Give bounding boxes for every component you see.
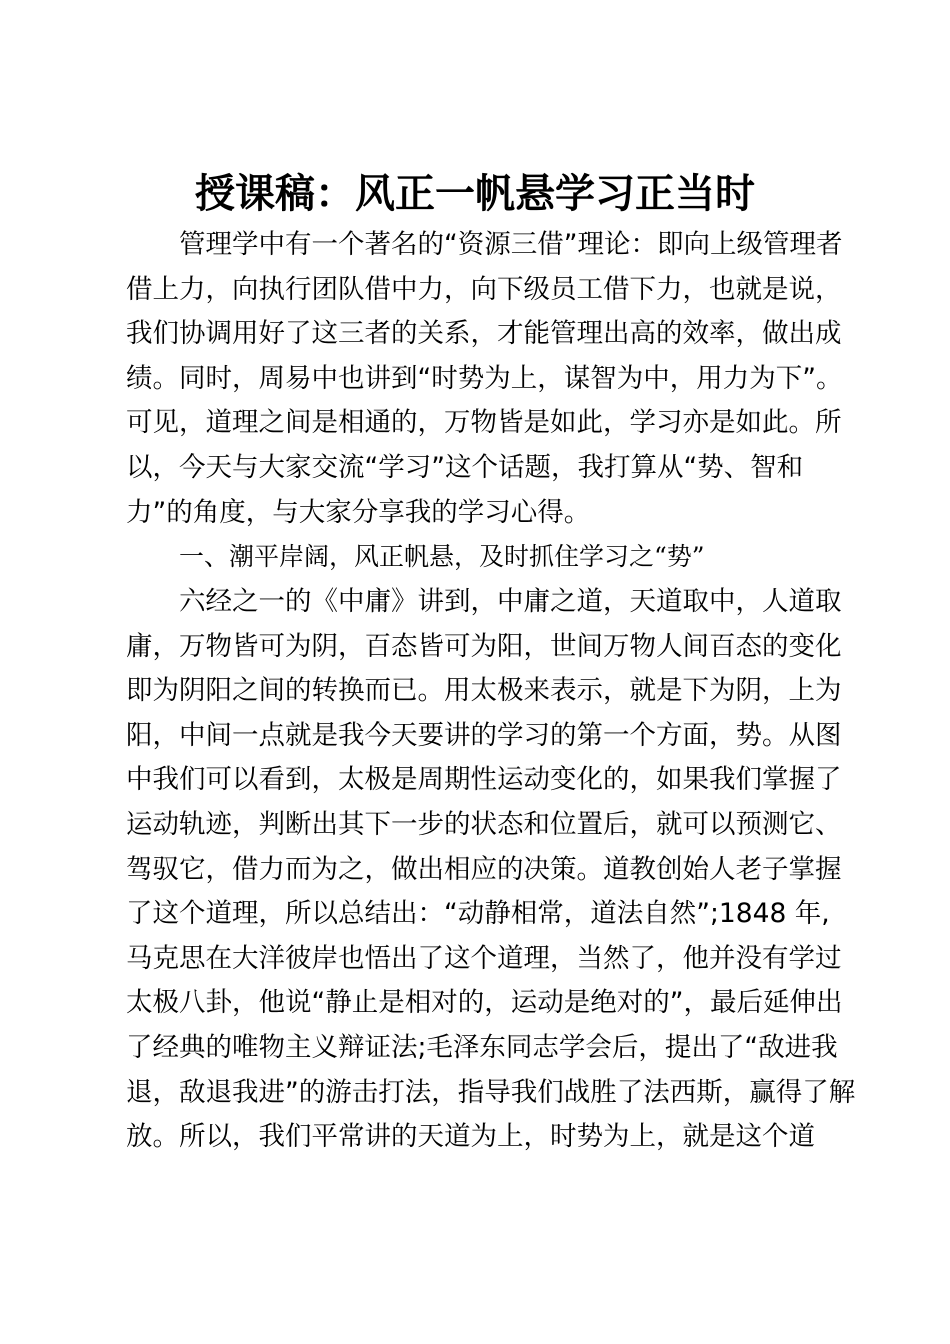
paragraph-line: 以，今天与大家交流“学习”这个话题，我打算从“势、智和	[126, 451, 804, 483]
paragraph-line: 退，敌退我进”的游击打法，指导我们战胜了法西斯，赢得了解	[126, 1076, 856, 1108]
body-paragraph	[126, 580, 856, 1160]
paragraph-line: 我们协调用好了这三者的关系，才能管理出高的效率，做出成	[126, 318, 842, 350]
paragraph-line: 庸，万物皆可为阴，百态皆可为阳，世间万物人间百态的变化	[126, 630, 842, 662]
paragraph-line: 放。所以，我们平常讲的天道为上，时势为上，就是这个道	[126, 1121, 815, 1153]
paragraph-line: 马克思在大洋彼岸也悟出了这个道理，当然了，他并没有学过	[126, 942, 842, 974]
paragraph-line: 驾驭它，借力而为之，做出相应的决策。道教创始人老子掌握	[126, 853, 842, 885]
paragraph-line: 借上力，向执行团队借中力，向下级员工借下力，也就是说，	[126, 273, 842, 305]
paragraph-line: 绩。同时，周易中也讲到“时势为上，谋智为中，用力为下”。	[126, 362, 843, 394]
paragraph-line: 阳，中间一点就是我今天要讲的学习的第一个方面，势。从图	[126, 719, 842, 751]
paragraph-line: 可见，道理之间是相通的，万物皆是如此，学习亦是如此。所	[126, 407, 842, 439]
paragraph-line: 即为阴阳之间的转换而已。用太极来表示，就是下为阴，上为	[126, 675, 842, 707]
paragraph-line: 了经典的唯物主义辩证法;毛泽东同志学会后，提出了“敌进我	[126, 1031, 838, 1063]
paragraph-line: 力”的角度，与大家分享我的学习心得。	[126, 496, 591, 528]
paragraph-line: 运动轨迹，判断出其下一步的状态和位置后，就可以预测它、	[126, 808, 842, 840]
paragraph-line: 太极八卦，他说“静止是相对的，运动是绝对的”，最后延伸出	[126, 987, 843, 1019]
intro-paragraph	[126, 223, 843, 535]
paragraph-line: 中我们可以看到，太极是周期性运动变化的，如果我们掌握了	[126, 764, 842, 796]
paragraph-line: 了这个道理，所以总结出：“动静相常，道法自然”;1848 年,	[126, 898, 830, 930]
section-heading-text: 一、潮平岸阔，风正帆悬，及时抓住学习之“势”	[179, 542, 705, 571]
document-title: 授课稿：风正一帆悬学习正当时	[195, 170, 755, 217]
paragraph-line: 六经之一的《中庸》讲到，中庸之道，天道取中，人道取	[179, 586, 842, 617]
paragraph-line: 管理学中有一个著名的“资源三借”理论：即向上级管理者	[179, 229, 843, 260]
section-heading	[126, 535, 836, 580]
